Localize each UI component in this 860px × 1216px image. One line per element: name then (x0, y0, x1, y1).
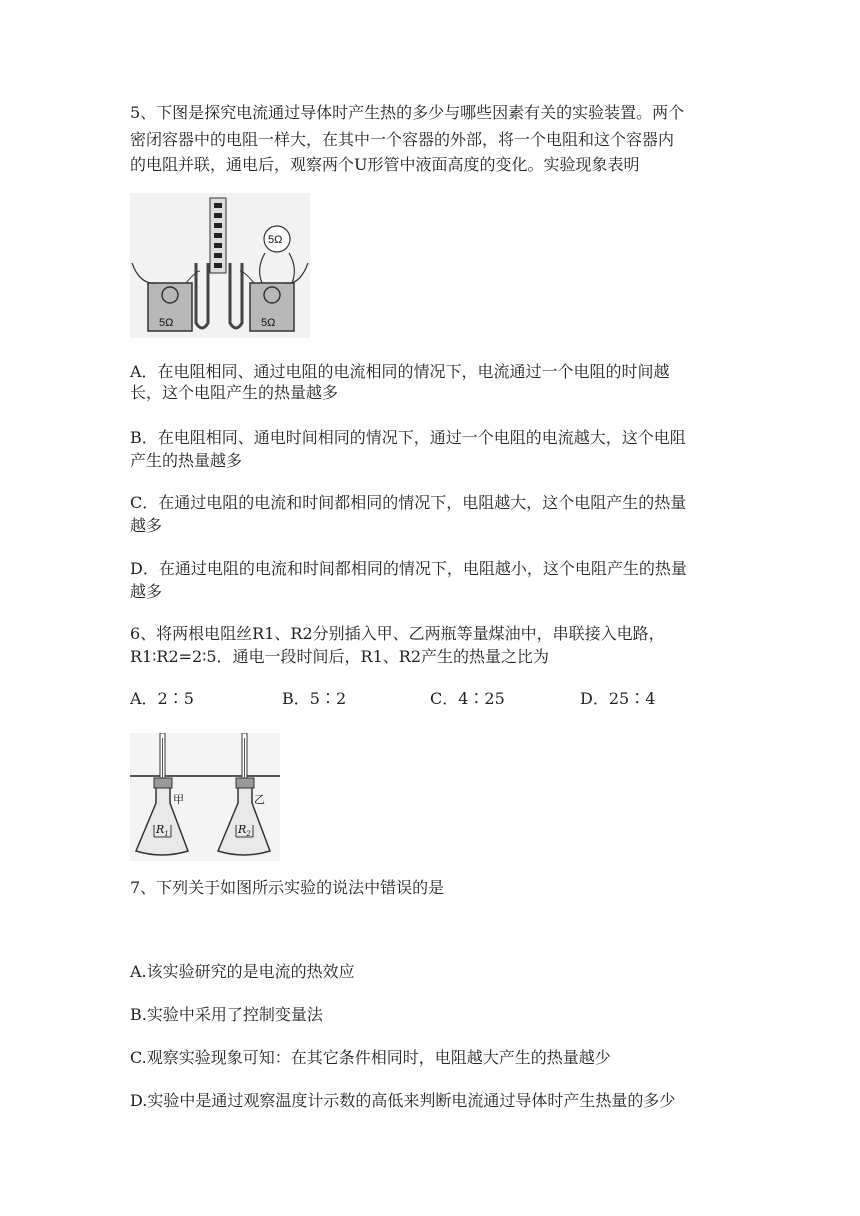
q6-r1-label: $R_1$ (156, 823, 169, 838)
q7-option-b: B.实验中采用了控制变量法 (130, 1005, 323, 1024)
q5-option-b-line-1: B．在电阻相同、通电时间相同的情况下，通过一个电阻的电流越大，这个电阻 (130, 428, 686, 447)
q5-left-resistor-label: 5Ω (159, 317, 174, 329)
q5-option-d-line-2: 越多 (130, 582, 163, 601)
q5-stem-line-1: 5、下图是探究电流通过导体时产生热的多少与哪些因素有关的实验装置。两个 (130, 103, 685, 122)
q5-external-resistor-label: 5Ω (268, 234, 283, 246)
q6-option-c: C．4∶25 (430, 689, 505, 708)
q5-option-a-line-2: 长，这个电阻产生的热量越多 (130, 383, 339, 402)
q7-option-c: C.观察实验现象可知：在其它条件相同时，电阻越大产生的热量越少 (130, 1048, 611, 1067)
q6-flasks-thermometers-figure (130, 733, 280, 861)
q6-option-b: B．5∶2 (282, 689, 347, 708)
q5-joule-heating-apparatus-figure (130, 193, 310, 338)
q6-option-d: D．25∶4 (580, 689, 656, 708)
q6-stem-line-1: 6、将两根电阻丝R1、R2分别插入甲、乙两瓶等量煤油中，串联接入电路， (130, 624, 665, 643)
q7-option-d: D.实验中是通过观察温度计示数的高低来判断电流通过导体时产生热量的多少 (130, 1091, 676, 1110)
q6-r2-label: $R_2$ (238, 823, 251, 838)
q5-option-a-line-1: A．在电阻相同、通过电阻的电流相同的情况下，电流通过一个电阻的时间越 (130, 362, 670, 381)
q5-option-c-line-1: C．在通过电阻的电流和时间都相同的情况下，电阻越大，这个电阻产生的热量 (130, 493, 687, 512)
q5-option-b-line-2: 产生的热量越多 (130, 451, 243, 470)
q6-flask-jia-label: 甲 (173, 793, 184, 806)
q6-stem-line-2: R1∶R2=2∶5．通电一段时间后，R1、R2产生的热量之比为 (130, 647, 550, 666)
q5-stem-line-3: 的电阻并联，通电后，观察两个U形管中液面高度的变化。实验现象表明 (130, 155, 640, 174)
q6-option-a: A．2∶5 (130, 689, 194, 708)
q7-option-a: A.该实验研究的是电流的热效应 (130, 962, 355, 981)
q5-right-resistor-label: 5Ω (261, 317, 276, 329)
q5-option-d-line-1: D．在通过电阻的电流和时间都相同的情况下，电阻越小，这个电阻产生的热量 (130, 559, 687, 578)
q6-flask-yi-label: 乙 (254, 793, 265, 806)
q5-option-c-line-2: 越多 (130, 516, 163, 535)
q7-stem: 7、下列关于如图所示实验的说法中错误的是 (130, 878, 445, 897)
q5-stem-line-2: 密闭容器中的电阻一样大，在其中一个容器的外部，将一个电阻和这个容器内 (130, 130, 675, 149)
